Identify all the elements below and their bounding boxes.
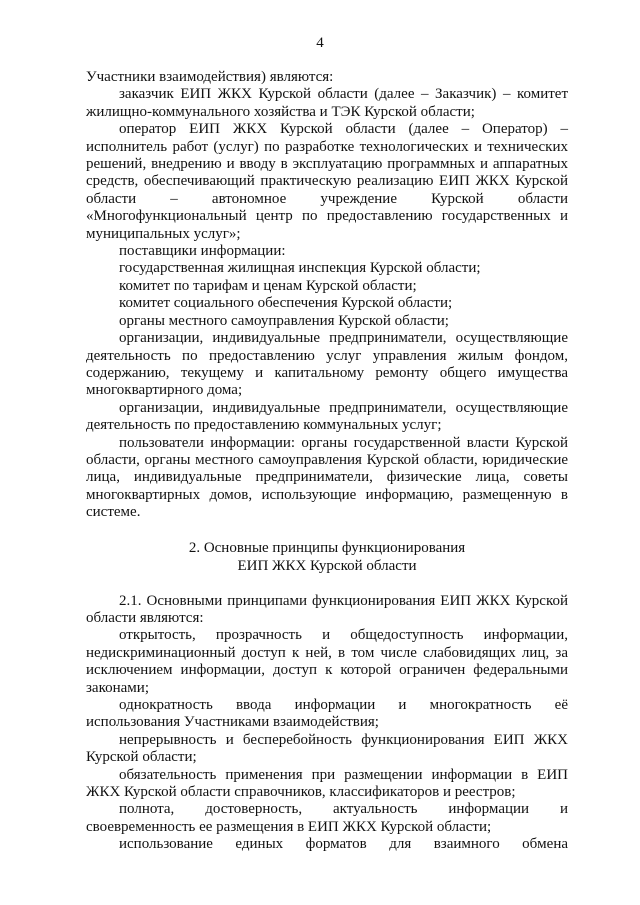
paragraph-info-suppliers: поставщики информации: [119, 243, 286, 260]
paragraph-principle-completeness: полнота, достоверность, актуальность информации и своевременность ее размещения в ЕИП ЖКХ Курской области; [86, 801, 568, 835]
paragraph-housing-inspection: государственная жилищная инспекция Курской области; [119, 260, 481, 277]
paragraph-customer: заказчик ЕИП ЖКХ Курской области (далее – Заказчик) – комитет жилищно-коммунального хозяйства и ТЭК Курской области; [86, 86, 568, 120]
paragraph-housing-management-orgs: организации, индивидуальные предприниматели, осуществляющие деятельность по предоставлению услуг управления жилым фондом, содержанию, текущему и капитальному ремонту общего имущества многоквартирного дома; [86, 330, 568, 399]
paragraph-operator: оператор ЕИП ЖКХ Курской области (далее – Оператор) – исполнитель работ (услуг) по разработке технологических и технических решений, внедрению и вводу в эксплуатацию программных и аппаратных средств, обеспечивающий практическую реализацию ЕИП ЖКХ Курской области – автономное учреждение Курской области «Многофункциональный центр по предоставлению государственных и муниципальных услуг»; [86, 121, 568, 242]
paragraph-utility-service-orgs: организации, индивидуальные предприниматели, осуществляющие деятельность по предоставлению коммунальных услуг; [86, 399, 568, 434]
paragraph-principles-intro: 2.1. Основными принципами функционирования ЕИП ЖКХ Курской области являются: [86, 592, 568, 626]
paragraph-participants-intro: Участники взаимодействия) являются: [86, 69, 334, 85]
document-body [86, 69, 568, 854]
paragraph-info-users: пользователи информации: органы государственной власти Курской области, органы местного самоуправления Курской области, юридические лица, индивидуальные предприниматели, физические лица, советы многоквартирных домов, использующие информацию, размещенную в системе. [86, 434, 568, 521]
paragraph-principle-reference-books: обязательность применения при размещении информации в ЕИП ЖКХ Курской области справочников, классификаторов и реестров; [86, 766, 568, 801]
paragraph-tariff-committee: комитет по тарифам и ценам Курской области; [119, 277, 417, 294]
section-heading-line-2: ЕИП ЖКХ Курской области [237, 557, 417, 574]
section-heading-line-1: 2. Основные принципы функционирования [188, 539, 466, 556]
paragraph-principle-openness: открытость, прозрачность и общедоступность информации, недискриминационный доступ к ней, в том числе слабовидящих лиц, за исключением информации, доступ к которой ограничен федеральными законами; [86, 627, 568, 696]
section-heading [86, 539, 568, 575]
paragraph-principle-continuity: непрерывность и бесперебойность функционирования ЕИП ЖКХ Курской области; [86, 731, 568, 766]
page-number: 4 [316, 35, 324, 51]
paragraph-principle-single-input: однократность ввода информации и многократность её использования Участниками взаимодействия; [86, 697, 568, 731]
paragraph-local-government: органы местного самоуправления Курской области; [119, 312, 449, 329]
paragraph-social-committee: комитет социального обеспечения Курской области; [119, 295, 453, 312]
paragraph-principle-unified-formats: использование единых форматов для взаимного обмена [119, 836, 568, 853]
